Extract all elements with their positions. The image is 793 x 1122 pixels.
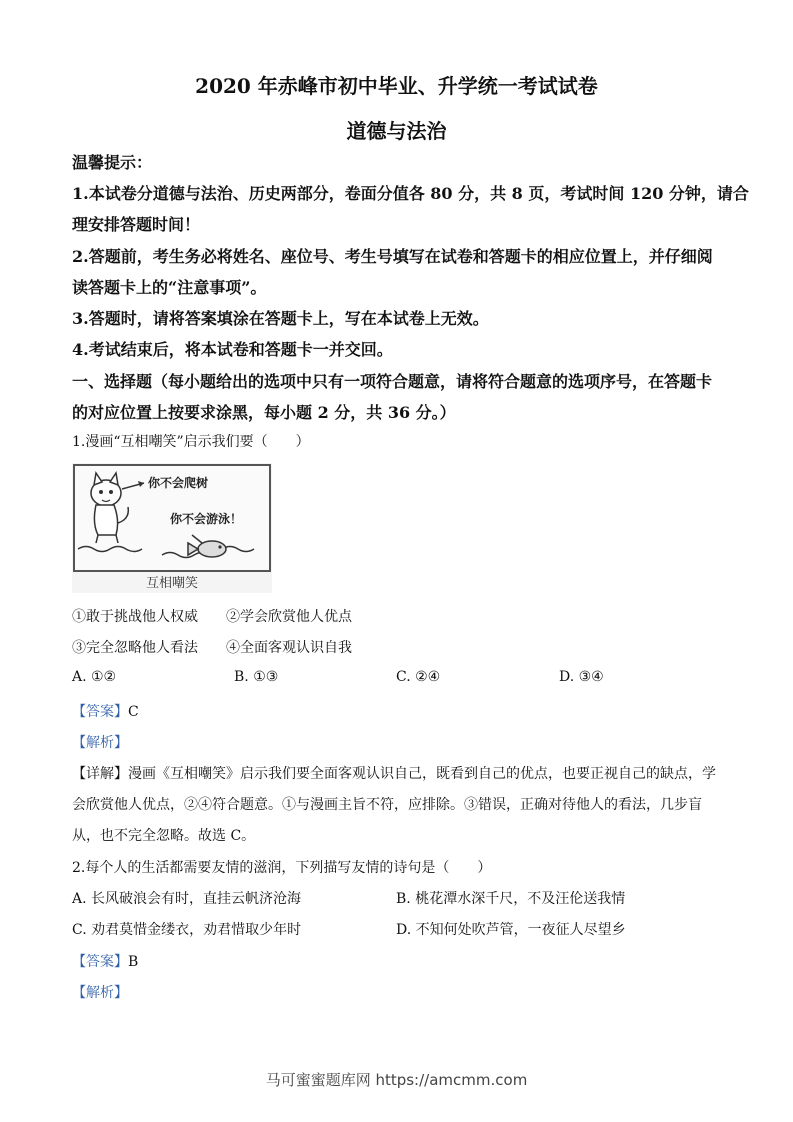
- cartoon-speech-1: 你不会爬树: [148, 476, 209, 490]
- question-1-stem: 1.漫画“互相嘲笑”启示我们要（ ）: [72, 434, 310, 450]
- tip-1-line-a: 1.本试卷分道德与法治、历史两部分，卷面分值各 80 分，共 8 页，考试时间 120 分钟，请合: [72, 184, 749, 203]
- q1-answer-line: [72, 701, 139, 721]
- answer-tag: 【答案】: [72, 954, 128, 970]
- q1-detail-line-3: 从，也不完全忽略。故选 C。: [72, 828, 256, 844]
- section-heading-line-a: 一、选择题（每小题给出的选项中只有一项符合题意，请将符合题意的选项序号，在答题卡: [72, 372, 713, 391]
- tip-2-line-b: 读答题卡上的“注意事项”。: [72, 278, 267, 297]
- q1-detail-line-2: 会欣赏他人优点，②④符合题意。①与漫画主旨不符，应排除。③错误，正确对待他人的看法，几步盲: [72, 797, 702, 813]
- section-heading-line-b: 的对应位置上按要求涂黑，每小题 2 分，共 36 分。）: [72, 403, 456, 422]
- answer-tag: 【答案】: [72, 704, 128, 720]
- exam-subject: 道德与法治: [346, 119, 447, 143]
- footer-watermark: 马可蜜蜜题库网 https://amcmm.com: [265, 1071, 528, 1089]
- tip-4: 4.考试结束后，将本试卷和答题卡一并交回。: [72, 340, 393, 359]
- exam-title: 2020 年赤峰市初中毕业、升学统一考试试卷: [195, 74, 598, 98]
- tip-2-line-a: 2.答题前，考生务必将姓名、座位号、考生号填写在试卷和答题卡的相应位置上，并仔细阅: [72, 247, 713, 266]
- q1-option-d: D. ③④: [559, 669, 604, 685]
- q1-analysis-tag: 【解析】: [72, 735, 128, 751]
- q2-option-b: B. 桃花潭水深千尺，不及汪伦送我情: [396, 891, 626, 907]
- statement-4: ④全面客观认识自我: [226, 640, 352, 656]
- q1-detail-line-1: [72, 763, 716, 783]
- statement-3: ③完全忽略他人看法: [72, 640, 198, 656]
- answer-value: C: [128, 704, 139, 720]
- answer-value: B: [128, 954, 139, 970]
- statement-1: ①敢于挑战他人权威: [72, 609, 198, 625]
- q2-option-c: C. 劝君莫惜金缕衣，劝君惜取少年时: [72, 922, 302, 938]
- q1-option-b: B. ①③: [234, 669, 279, 685]
- q1-option-c: C. ②④: [396, 669, 441, 685]
- q1-option-a: A. ①②: [72, 669, 117, 685]
- detail-text-1: 漫画《互相嘲笑》启示我们要全面客观认识自己，既看到自己的优点，也要正视自己的缺点，学: [128, 766, 716, 782]
- tips-heading: 温馨提示：: [72, 153, 153, 172]
- statement-2: ②学会欣赏他人优点: [226, 609, 352, 625]
- cartoon-caption: 互相嘲笑: [145, 576, 199, 591]
- q2-option-d: D. 不知何处吹芦管，一夜征人尽望乡: [396, 922, 626, 938]
- q2-answer-line: [72, 951, 138, 971]
- question-2-stem: 2.每个人的生活都需要友情的滋润，下列描写友情的诗句是（ ）: [72, 860, 492, 876]
- cartoon-illustration: [72, 463, 272, 593]
- cartoon-drawing: [72, 463, 272, 593]
- q2-option-a: A. 长风破浪会有时，直挂云帆济沧海: [72, 891, 302, 907]
- tip-1-line-b: 理安排答题时间！: [72, 215, 201, 234]
- cartoon-speech-2: 你不会游泳！: [170, 512, 243, 526]
- tip-3: 3.答题时，请将答案填涂在答题卡上，写在本试卷上无效。: [72, 309, 489, 328]
- detail-tag: 【详解】: [72, 766, 128, 782]
- q2-analysis-tag: 【解析】: [72, 985, 128, 1001]
